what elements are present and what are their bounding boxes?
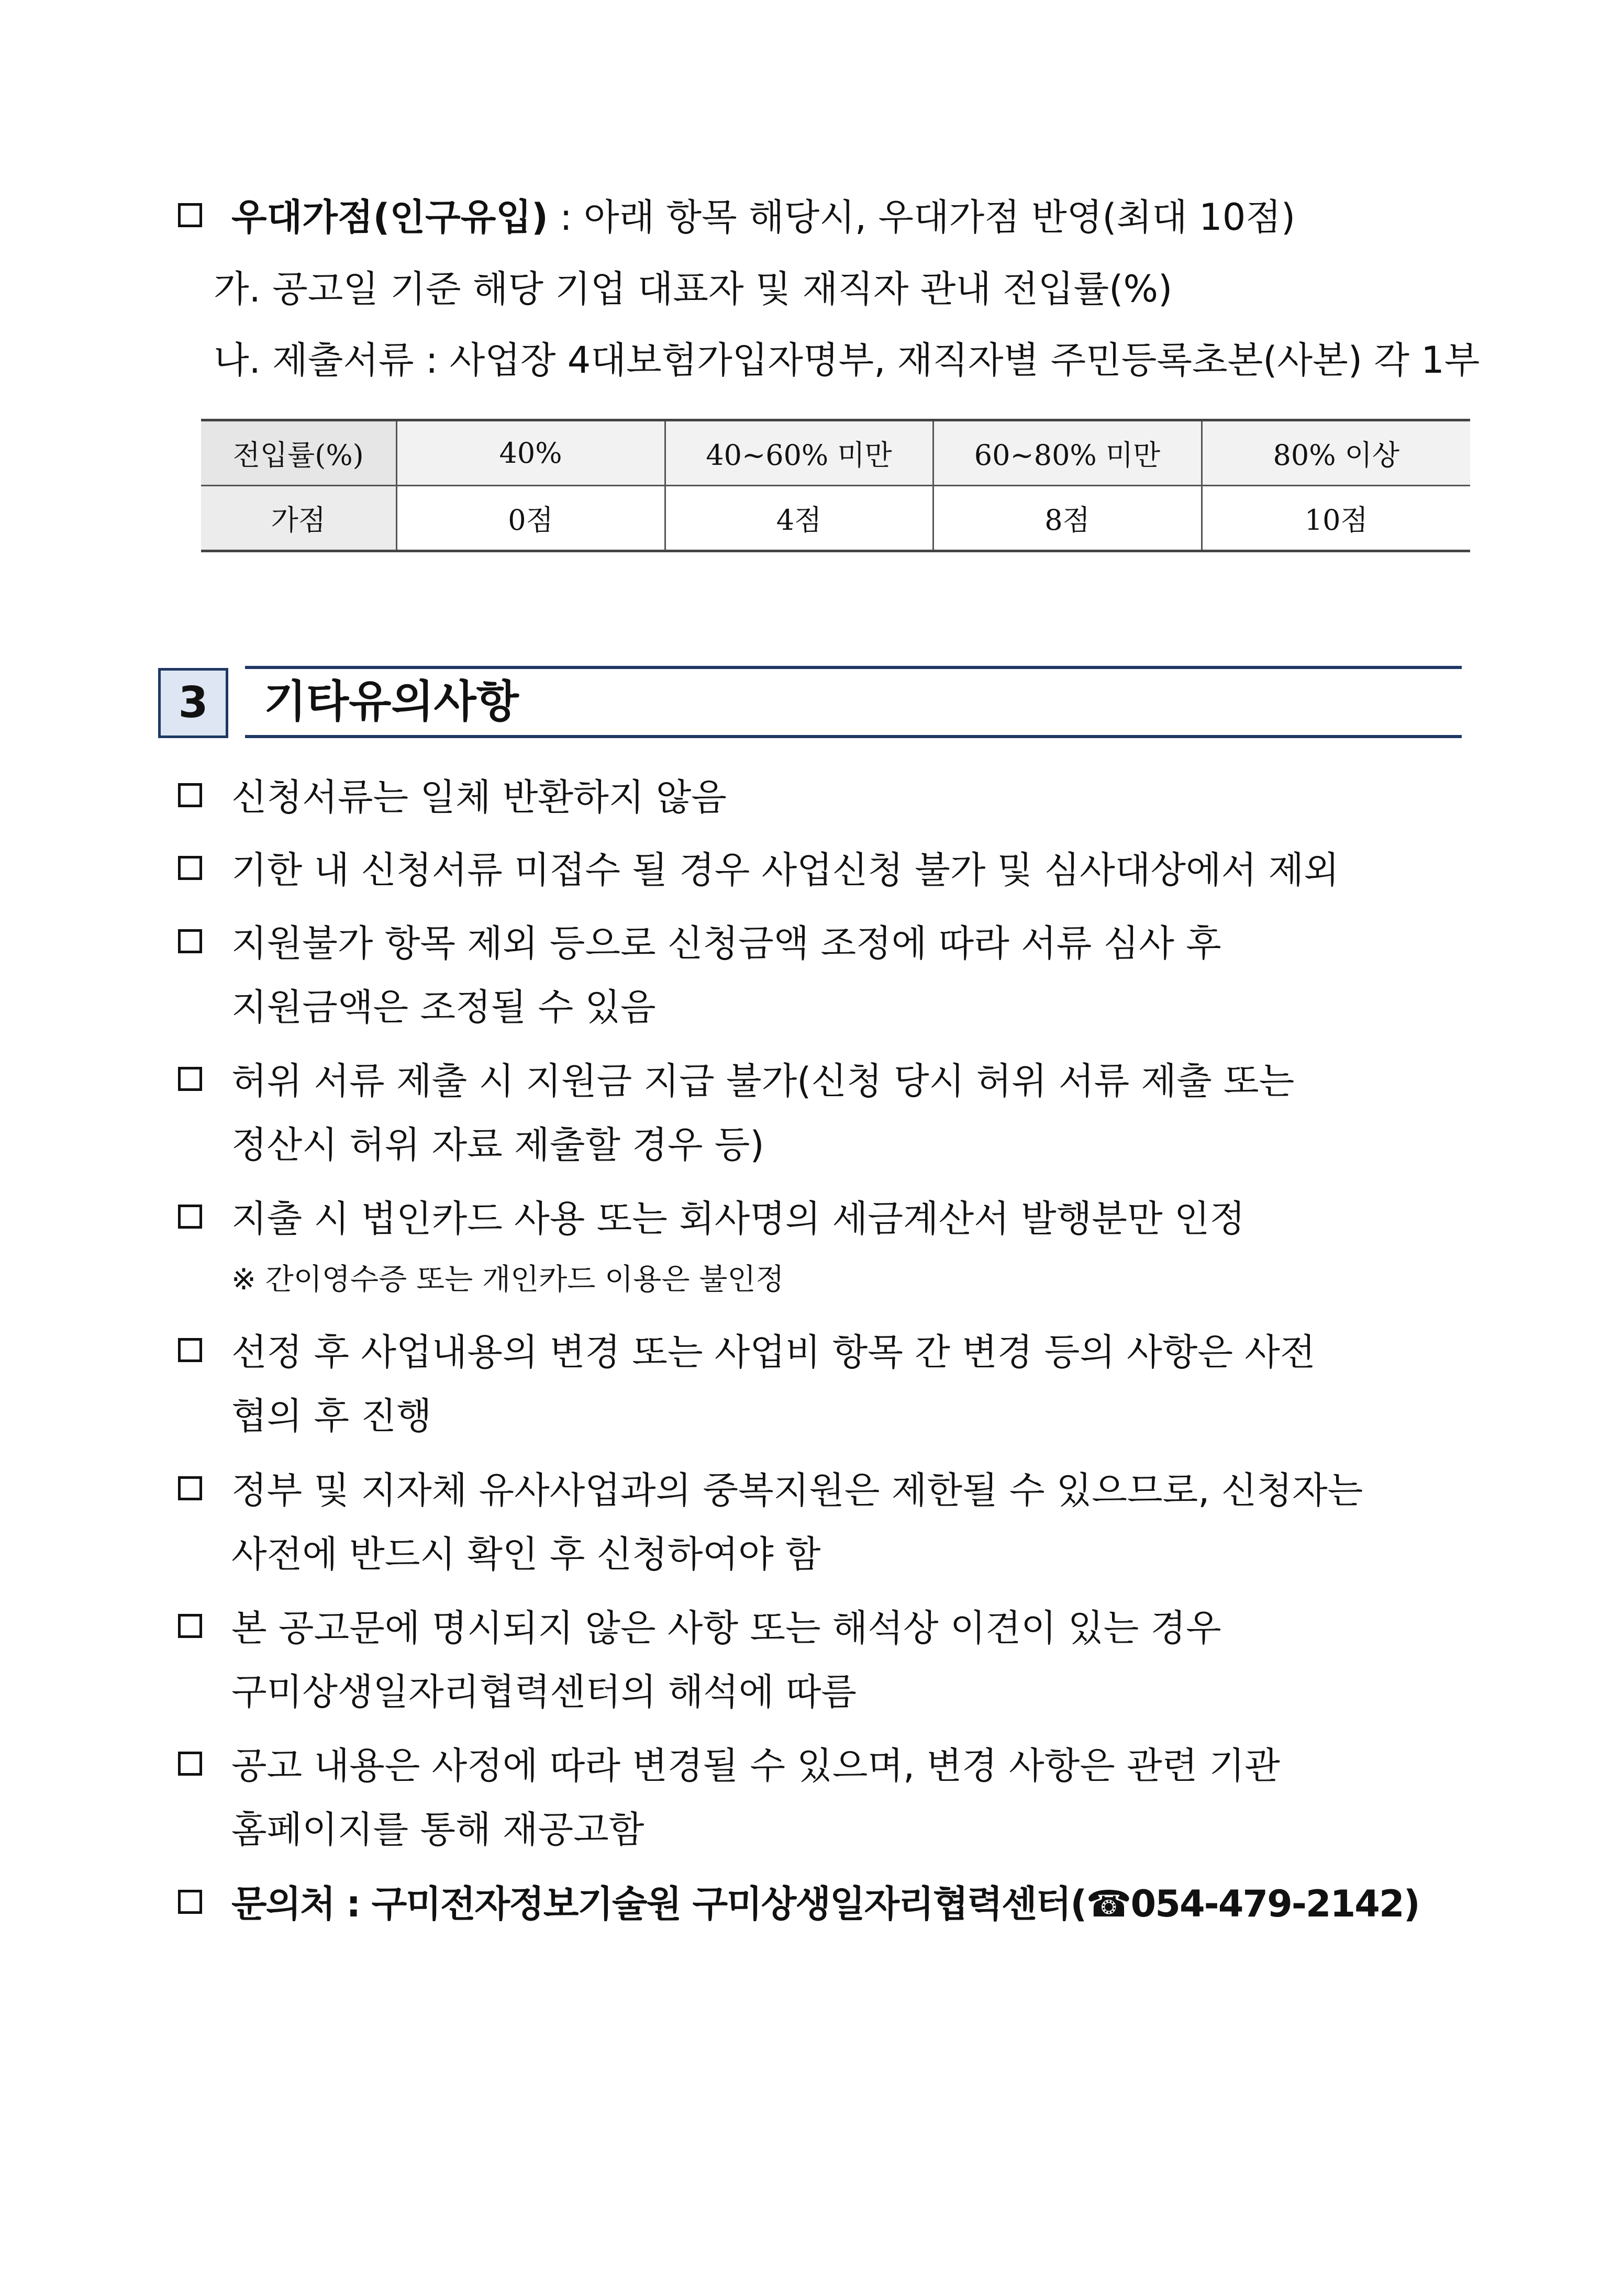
list-item-continuation: 정산시 허위 자료 제출할 경우 등)	[231, 1123, 764, 1166]
score-table-row	[201, 486, 1470, 551]
checkbox-square-icon	[178, 1476, 202, 1500]
preference-item-a: 가. 공고일 기준 해당 기업 대표자 및 재직자 관내 전입률(%)	[214, 268, 1173, 310]
table-cell: 가점	[201, 486, 396, 551]
preference-heading: 우대가점(인구유입)	[231, 196, 548, 239]
checkbox-square-icon	[178, 1614, 202, 1638]
checkbox-square-icon	[178, 1890, 202, 1914]
checkbox-square-icon	[178, 1067, 202, 1091]
table-cell: 0점	[396, 486, 665, 551]
document-page: 우대가점(인구유입) : 아래 항목 해당시, 우대가점 반영(최대 10점) 가. 공고일 기준 해당 기업 대표자 및 재직자 관내 전입률(%) 나. 제출서류 : 사업장 4대보험가입자명부, 재직자별 주민등록초본(사본) 각 1부 전입률(%) 40% 40~60% 미만 60~80% 미만 80% 이상 가점 0점 4점 8점 10점 3 기타유의사항 신청서류는 일체 반환하지 않음 기한 내 신청서류 미접수 될 경우 사업신청 불가 및 심사대상에서 제외 지원불가 항목 제외 등으로 신청금액 조정에 따라 서류 심사 후 지원금액은 조정될 수 있음 허위 서류 제출 시 지원금 지급 불가(신청 당시 허위 서류 제출 또는 정산시 허위 자료 제출할 경우 등) 지출 시 법인카드 사용 또는 회사명의 세금계산서 발행분만 인정 ※ 간이영수증 또는 개인카드 이용은 불인정 선정 후 사업내용의 변경 또는 사업비 항목 간 변경 등의 사항은 사전 협의 후 진행 정부 및 지자체 유사사업과의 중복지원은 제한될 수 있으므로, 신청자는 사전에 반드시 확인 후 신청하여야 함 본 공고문에 명시되지 않은 사항 또는 해석상 이견이 있는 경우 구미상생일자리협력센터의 해석에 따름 공고 내용은 사정에 따라 변경될 수 있으며, 변경 사항은 관련 기관 홈페이지를 통해 재공고함 문의처 : 구미전자정보기술원 구미상생일자리협력센터(☎054-479-2142)	[0, 0, 1623, 2296]
checkbox-square-icon	[178, 856, 202, 880]
checkbox-square-icon	[178, 1338, 202, 1362]
preference-item-b: 나. 제출서류 : 사업장 4대보험가입자명부, 재직자별 주민등록초본(사본) 각 1부	[214, 339, 1480, 382]
section-top-rule	[245, 666, 1462, 669]
table-cell: 40%	[396, 420, 665, 486]
section-title: 기타유의사항	[264, 676, 519, 727]
list-item-note: ※ 간이영수증 또는 개인카드 이용은 불인정	[231, 1263, 784, 1297]
list-item-continuation: 사전에 반드시 확인 후 신청하여야 함	[231, 1533, 821, 1576]
list-item-continuation: 지원금액은 조정될 수 있음	[231, 986, 656, 1029]
checkbox-square-icon	[178, 783, 202, 807]
table-cell: 8점	[933, 486, 1202, 551]
table-cell: 80% 이상	[1202, 420, 1470, 486]
list-item-continuation: 홈페이지를 통해 재공고함	[231, 1808, 644, 1851]
contact-text: 문의처 : 구미전자정보기술원 구미상생일자리협력센터(☎054-479-2142)	[231, 1882, 1419, 1925]
table-cell: 40~60% 미만	[665, 420, 933, 486]
checkbox-square-icon	[178, 1752, 202, 1776]
table-cell: 전입률(%)	[201, 420, 396, 486]
checkbox-square-icon	[178, 1205, 202, 1229]
list-item-continuation: 구미상생일자리협력센터의 해석에 따름	[231, 1670, 857, 1713]
section-number: 3	[158, 668, 228, 738]
table-cell: 60~80% 미만	[933, 420, 1202, 486]
checkbox-square-icon	[178, 203, 202, 227]
list-item-continuation: 협의 후 진행	[231, 1395, 432, 1437]
preference-heading-rest: : 아래 항목 해당시, 우대가점 반영(최대 10점)	[548, 196, 1296, 239]
section-bottom-rule	[245, 735, 1462, 738]
table-cell: 10점	[1202, 486, 1470, 551]
checkbox-square-icon	[178, 929, 202, 953]
score-table-header-row	[201, 420, 1470, 486]
score-table	[201, 419, 1470, 552]
table-cell: 4점	[665, 486, 933, 551]
